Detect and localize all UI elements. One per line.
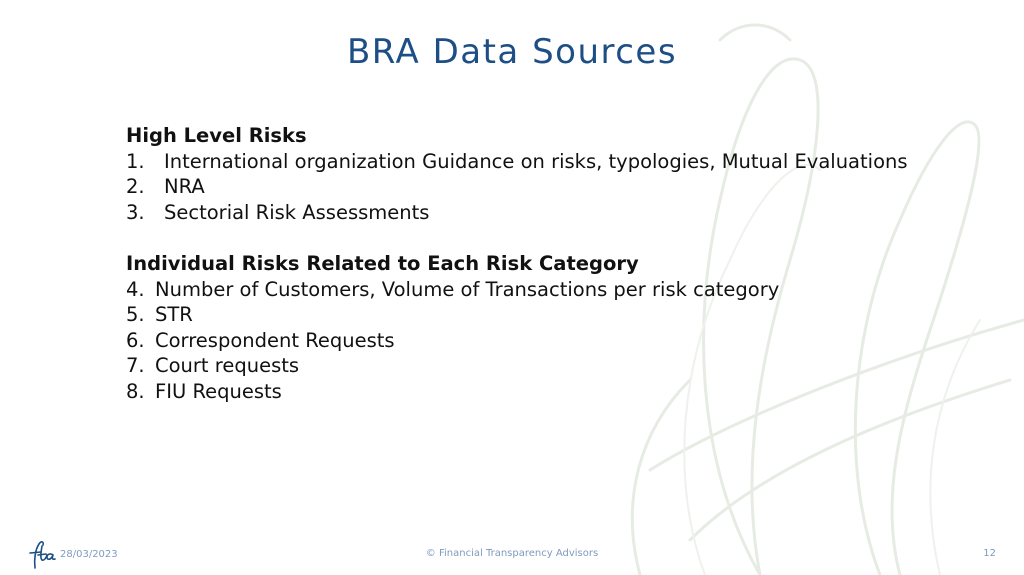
spacer (126, 225, 986, 251)
list-item (126, 353, 986, 379)
list-item-text: FIU Requests (155, 379, 282, 403)
list-item (126, 200, 986, 226)
list-item-number: 4. (126, 277, 145, 301)
list-item-number: 2. (126, 175, 145, 199)
list-item (126, 149, 986, 175)
list-item (126, 174, 986, 200)
list-item (126, 328, 986, 354)
list-item-text: STR (155, 303, 193, 327)
list-item (126, 277, 986, 303)
list-item-number: 1. (126, 149, 145, 173)
footer-copyright: © Financial Transparency Advisors (425, 548, 599, 559)
list-item-text: Correspondent Requests (155, 328, 395, 352)
section-heading-individual-risks: Individual Risks Related to Each Risk Category (126, 251, 639, 275)
list-item-number: 5. (126, 303, 145, 327)
slide-content (126, 123, 986, 405)
list-item-number: 8. (126, 379, 145, 403)
footer-page-number: 12 (983, 548, 996, 559)
list-item-text: Court requests (155, 354, 300, 378)
list-item-number: 7. (126, 354, 145, 378)
list-item (126, 379, 986, 405)
list-item-text: Number of Customers, Volume of Transactions per risk category (155, 277, 780, 301)
list-item-number: 3. (126, 200, 145, 224)
slide-title: BRA Data Sources (346, 32, 678, 72)
list-item-number: 6. (126, 328, 145, 352)
list-item-text: International organization Guidance on risks, typologies, Mutual Evaluations (164, 149, 908, 173)
list-item (126, 302, 986, 328)
footer-date: 28/03/2023 (60, 549, 118, 560)
list-item-text: NRA (164, 175, 205, 199)
section-heading-high-level-risks: High Level Risks (126, 124, 307, 147)
list-item-text: Sectorial Risk Assessments (164, 200, 430, 224)
